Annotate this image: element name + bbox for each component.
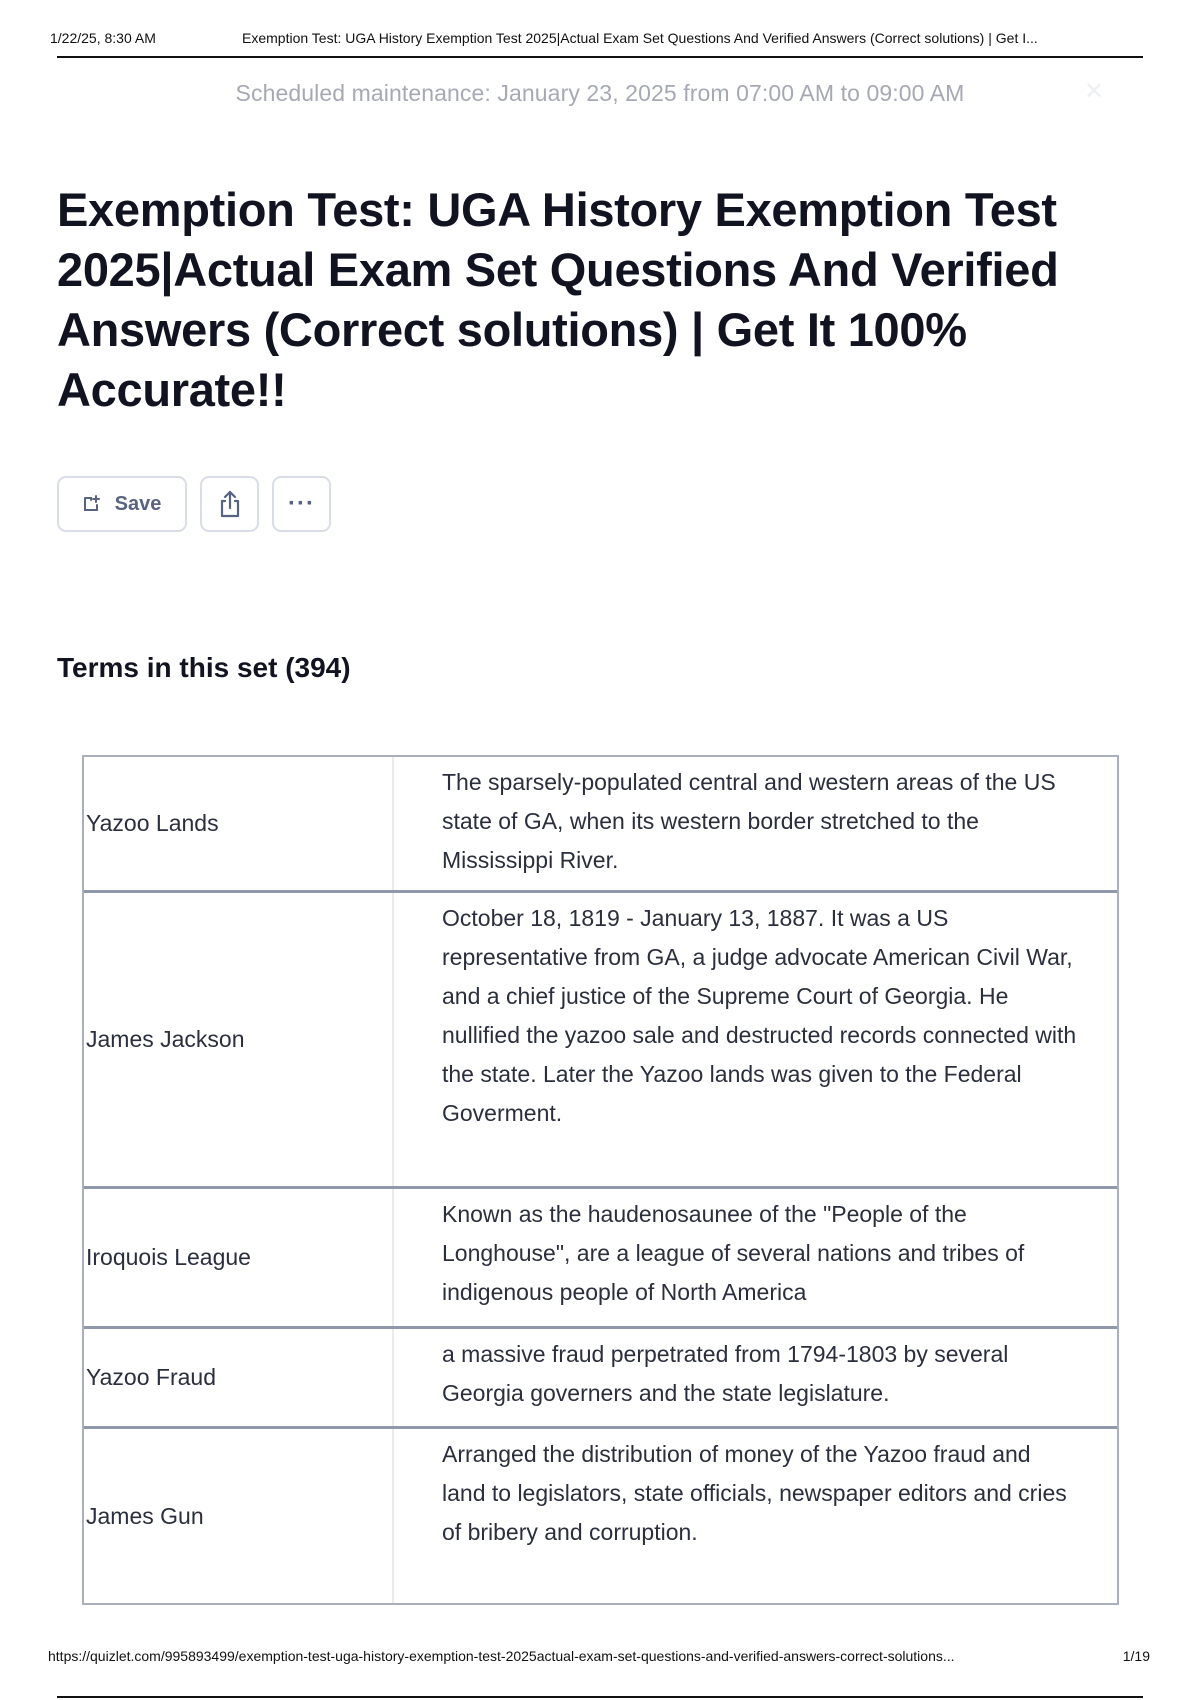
definition-cell: The sparsely-populated central and western areas of the US state of GA, when its western border stretched to the Mississippi River. [442, 769, 1056, 873]
save-folder-icon [83, 495, 101, 513]
save-button-label: Save [114, 492, 162, 515]
definition-cell: October 18, 1819 - January 13, 1887. It was a US representative from GA, a judge advocate American Civil War, and a chief justice of the Supreme Court of Georgia. He nullified the yazoo sale and destructed records connected with the state. Later the Yazoo lands was given to the Federal Goverment. [442, 905, 1077, 1126]
maintenance-banner [0, 80, 1200, 107]
definition-cell: Known as the haudenosaunee of the "People of the Longhouse", are a league of several nations and tribes of indigenous people of North America [442, 1201, 1025, 1305]
print-datetime: 1/22/25, 8:30 AM [50, 30, 156, 46]
print-footer [48, 1648, 1150, 1664]
share-icon [216, 489, 244, 519]
header-divider [57, 56, 1143, 58]
table-row [84, 1189, 1117, 1329]
table-row [84, 757, 1117, 893]
footer-divider [57, 1696, 1143, 1698]
print-document-title: Exemption Test: UGA History Exemption Test 2025|Actual Exam Set Questions And Verified Answers (Correct solutions) | Get I... [242, 30, 1038, 46]
terms-table [82, 755, 1119, 1605]
page-indicator: 1/19 [1122, 1648, 1150, 1664]
terms-count-heading: Terms in this set (394) [57, 652, 351, 683]
definition-cell: a massive fraud perpetrated from 1794-1803 by several Georgia governers and the state legislature. [442, 1341, 1009, 1406]
term-cell: James Jackson [84, 893, 394, 1186]
print-url: https://quizlet.com/995893499/exemption-test-uga-history-exemption-test-2025actual-exam-set-questions-and-verified-answers-correct-solutions... [48, 1648, 955, 1664]
table-row [84, 893, 1117, 1189]
term-cell: Yazoo Lands [84, 757, 394, 890]
share-button[interactable] [200, 476, 259, 532]
save-button[interactable] [57, 476, 187, 532]
more-options-button[interactable] [272, 476, 331, 532]
term-cell: Iroquois League [84, 1189, 394, 1326]
table-row [84, 1429, 1117, 1603]
term-cell: James Gun [84, 1429, 394, 1603]
page-title: Exemption Test: UGA History Exemption Test 2025|Actual Exam Set Questions And Verified Answers (Correct solutions) | Get It 100% Accurate!! [57, 183, 1059, 416]
definition-cell: Arranged the distribution of money of the Yazoo fraud and land to legislators, state officials, newspaper editors and cries of bribery and corruption. [442, 1441, 1067, 1545]
table-row [84, 1329, 1117, 1429]
close-icon[interactable]: ✕ [1083, 78, 1105, 105]
print-header [50, 30, 1150, 46]
maintenance-banner-text: Scheduled maintenance: January 23, 2025 from 07:00 AM to 09:00 AM [235, 80, 965, 106]
term-cell: Yazoo Fraud [84, 1329, 394, 1426]
action-bar [57, 476, 331, 532]
more-options-icon: ··· [288, 490, 315, 517]
